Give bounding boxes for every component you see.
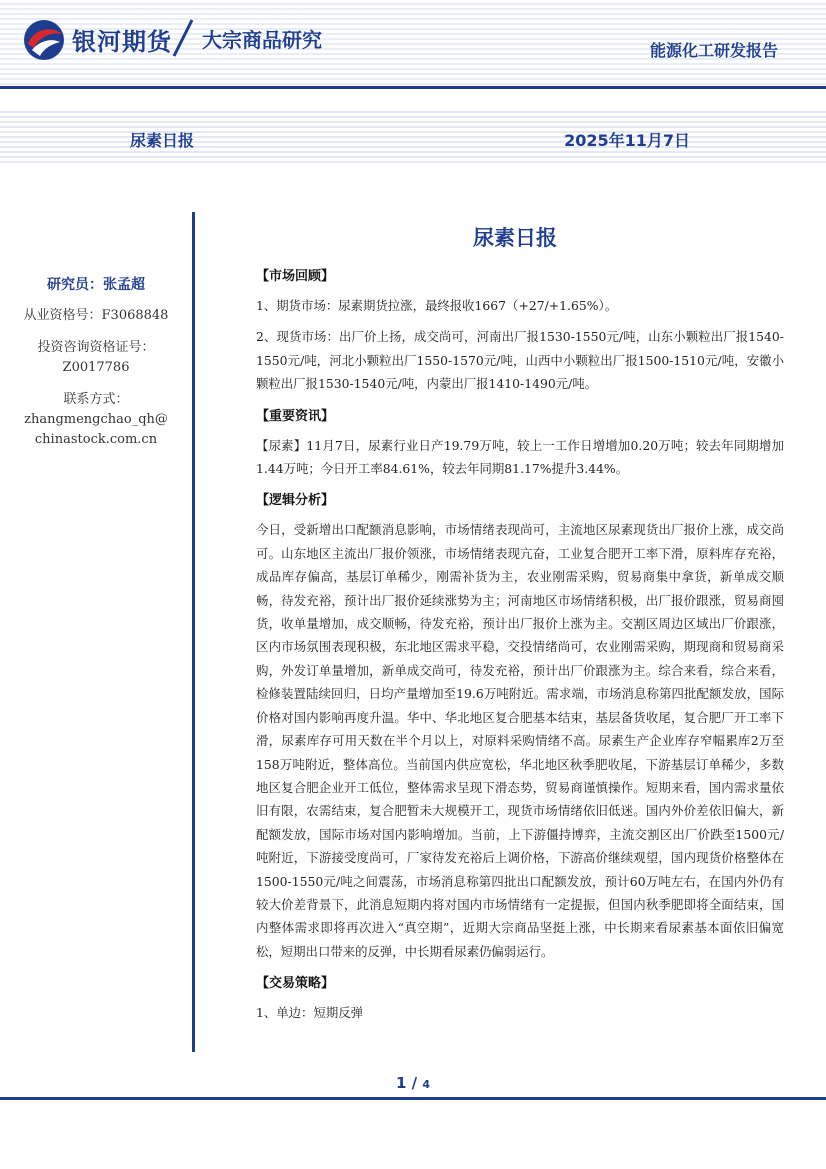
report-body xyxy=(256,222,784,1025)
researcher-name: 研究员：张孟超 xyxy=(47,277,145,293)
author-sidebar xyxy=(0,270,192,450)
total-pages: 4 xyxy=(422,1078,431,1091)
consult-label: 投资咨询资格证号： xyxy=(37,340,155,355)
report-date: 2025年11月7日 xyxy=(564,131,690,150)
sidebar-divider xyxy=(192,212,195,1052)
section-strategy: 【交易策略】 xyxy=(256,976,335,992)
news-paragraph: 【尿素】11月7日，尿素行业日产19.79万吨，较上一工作日增增加0.20万吨；较去年同期增加1.44万吨；今日开工率84.61%，较去年同期81.17%提升3.44%。 xyxy=(256,437,784,477)
division-title: 大宗商品研究 xyxy=(202,28,322,52)
title-bar xyxy=(0,108,826,166)
email-line-2[interactable]: chinastock.com.cn xyxy=(34,432,158,447)
current-page: 1 xyxy=(395,1074,407,1092)
header-rule xyxy=(0,86,826,89)
logo-text: 银河期货 xyxy=(72,28,172,56)
page-separator: / xyxy=(411,1074,418,1092)
slash-divider xyxy=(170,18,196,58)
section-logic: 【逻辑分析】 xyxy=(256,493,335,509)
consult-number: Z0017786 xyxy=(62,360,130,375)
license-number: 从业资格号：F3068848 xyxy=(23,308,169,323)
futures-market-paragraph: 1、期货市场：尿素期货拉涨，最终报收1667（+27/+1.65%）。 xyxy=(256,298,618,313)
document-title: 尿素日报 xyxy=(473,226,557,250)
strategy-single-side: 1、单边：短期反弹 xyxy=(256,1005,364,1021)
email-line-1[interactable]: zhangmengchao_qh@ xyxy=(24,412,168,427)
report-name: 尿素日报 xyxy=(130,131,195,150)
section-market-review: 【市场回顾】 xyxy=(256,269,335,284)
logic-paragraph: 今日，受新增出口配额消息影响，市场情绪表现尚可，主流地区尿素现货出厂报价上涨，成交尚可。山东地区主流出厂报价领涨，市场情绪表现亢奋，工业复合肥开工率下滑，原料库存充裕，成品库存偏高，基层订单稀少，刚需补货为主，农业刚需采购，贸易商集中拿货，新单成交顺畅，待发充裕，预计出厂报价延续涨势为主；河南地区市场情绪积极，出厂报价跟涨，贸易商囤货，收单量增加，成交顺畅，待发充裕，预计出厂报价上涨为主。交割区周边区域出厂价跟涨，区内市场氛围表现积极，东北地区需求平稳，交投情绪尚可，农业刚需采购，期现商和贸易商采购，外发订单量增加，新单成交尚可，待发充裕，预计出厂价跟涨为主。综合来看，综合来看，检修装置陆续回归，日均产量增加至19.6万吨附近。需求端，市场消息称第四批配额发放，国际价格对国内影响再度升温。华中、华北地区复合肥基本结束，基层备货收尾，复合肥厂开工率下滑，尿素库存可用天数在半个月以上，对原料采购情绪不高。尿素生产企业库存窄幅累库2万至158万吨附近，整体高位。当前国内供应宽松，华北地区秋季肥收尾，下游基层订单稀少，多数地区复合肥企业开工低位，整体需求呈现下滑态势，贸易商谨慎操作。短期来看，国内需求量依旧有限，农需结束，复合肥暂未大规模开工，现货市场情绪依旧低迷。国内外价差依旧偏大，新配额发放，国际市场对国内影响增加。当前，上下游僵持博弈，主流交割区出厂价跌至1500元/吨附近，下游接受度尚可，厂家待发充裕后上调价格，下游高价继续观望，国内现货价格整体在1500-1550元/吨之间震荡，市场消息称第四批出口配额发放，预计60万吨左右，在国内外仍有较大价差背景下，此消息短期内将对国内市场情绪有一定提振，但国内秋季肥即将全面结束，国内整体需求即将再次进入“真空期”，近期大宗商品坚挺上涨，中长期来看尿素基本面依旧偏宽松，短期出口带来的反弹，中长期看尿素仍偏弱运行。 xyxy=(256,522,784,959)
spot-market-paragraph: 2、现货市场：出厂价上扬，成交尚可，河南出厂报1530-1550元/吨，山东小颗粒出厂报1540-1550元/吨，河北小颗粒出厂1550-1570元/吨，山西中小颗粒出厂报1500-1510元/吨，安徽小颗粒出厂报1530-1540元/吨，内蒙出厂报1410-1490元/吨。 xyxy=(256,329,784,392)
page-number xyxy=(0,1074,826,1092)
report-type: 能源化工研发报告 xyxy=(649,41,778,60)
section-news: 【重要资讯】 xyxy=(256,408,335,424)
galaxy-logo-icon xyxy=(22,18,66,62)
contact-label: 联系方式： xyxy=(63,392,129,407)
footer-rule xyxy=(0,1097,826,1100)
